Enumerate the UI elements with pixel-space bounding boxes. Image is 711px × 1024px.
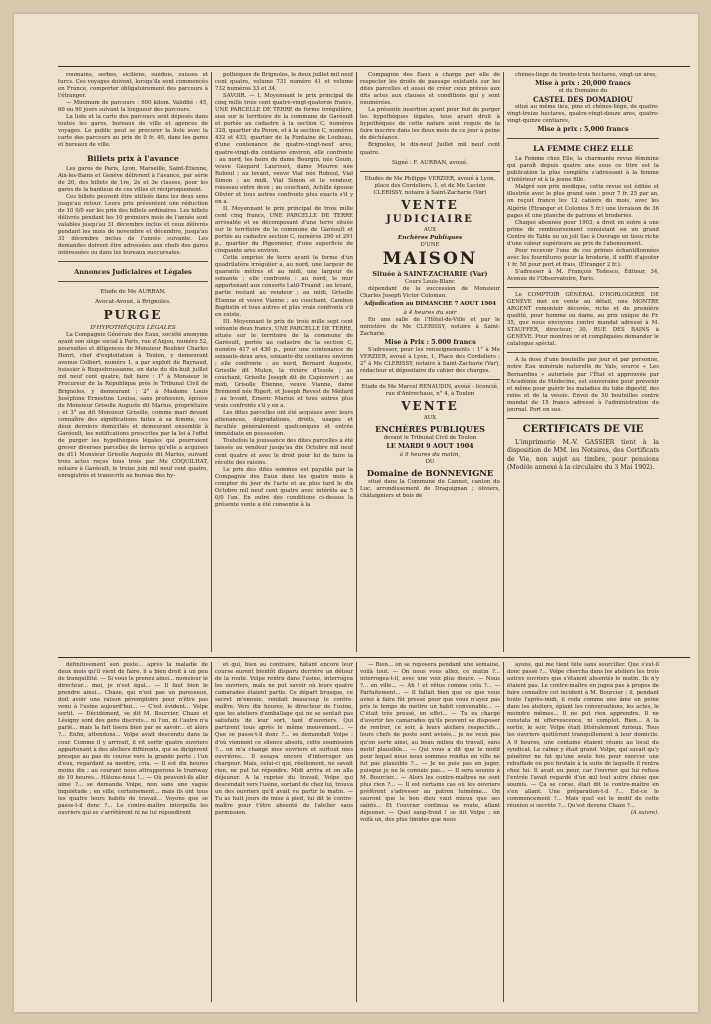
sale-title: VENTE bbox=[401, 197, 459, 212]
paragraph: Le prix des dites sommes est payable par la Compagnie des Eaux dans les quatre mois à compter du jour de l'acte et au plus tard le dix Octobre mil neuf cent quatre avec intérêts au 5 0/0 l'an. En outre des conditions ci-dessus la présente vente a été consentie à la bbox=[215, 466, 353, 508]
column-separator bbox=[503, 72, 504, 652]
paragraph: L'imprimerie M.-V. GASSIER tient à la disposition de MM. les Notaires, des Certificats de Vie, non sujet au timbre, pour pensions (Modèle annexé à la circulaire du 3 Mai 1902). bbox=[507, 438, 659, 471]
property-intro: et du Domaine du bbox=[558, 88, 608, 95]
paragraph: Compagnie des Eaux à charge par elle de respecter les droits de passage existants sur les dites parcelles et aussi de créer ceux prévus aux dits actes aux clauses et conditions qui y sont énumérées. bbox=[360, 72, 500, 107]
top-rule bbox=[58, 66, 690, 67]
office-line: Etude de Me Marcel RENAUDIN, avoué - licencié, rue d'Antrechaus, n° 4, à Toulon bbox=[361, 383, 499, 397]
divider bbox=[58, 281, 208, 284]
sale-time: à 9 heures du matin, bbox=[399, 451, 461, 458]
paragraph: SAVOIR. — I. Moyennant le prix principal de cinq mille trois cent quatre-vingt-quatorze francs, UNE PARCELLE DE TERRE de forme irrégulière, sise sur le territoire de la commune de Garéoult et portée au cadastre à la section C, numéros 328, quartier du Peron, et à la section C, numéros 432 et 433, quartier de la Fontaine de Loubeau, d'une contenance de quatre-vingt-neuf ares, quatre-vingt-dix centiares environ, elle confronte : au nord, les hoirs de dame Bourgin, née Gouin, veuve Gaspard Laurouet, dame Mourre née Roboul ; au levant, veuve Vial née Roboul, Vial Simon ; au midi, Vial Simon et le vendeur, ruisseau entre deux ; au couchant, Achille épouse Olivier et tous autres confronts plus exacts s'il y en a. bbox=[215, 93, 353, 205]
adjudication-time: à 4 heures du soir bbox=[403, 309, 457, 316]
feuilleton-column-2 bbox=[215, 662, 353, 1004]
newspaper-page bbox=[14, 14, 698, 1012]
paragraph: Le COMPTOIR GÉNÉRAL D'HORLOGERIE DE GENÈVE met en vente au détail, une MONTRE ARGENT remontoir décorée, riche et de première qualité, pour homme ou dame, au prix unique de Fr. 35, que nous envoyons contre mandat adressé à M. STAUFFER, directeur, 30, RUE DES BAINS à GENÈVE. Pour montres or et compliquées demander le catalogue spécial. bbox=[507, 292, 659, 348]
sale-word: AUX bbox=[423, 226, 437, 233]
adjudication-date: Adjudication au DIMANCHE 7 AOUT 1904 bbox=[363, 300, 497, 307]
sale-type: Enchères Publiques bbox=[397, 234, 463, 241]
paragraph: S'adresser, pour les renseignements : 1° à Me VERZIER, avoué à Lyon, 1, Place des Cordeliers ; 2° à Me CLERISSY, notaire à Saint-Zacharie (Var), rédacteur et dépositaire du cahier des charges. bbox=[360, 346, 500, 374]
divider bbox=[507, 352, 659, 353]
paragraph: et qui, bien au contraire, hâtant encore leur course eurent bientôt disparu derrière un détour de la route. Volpe rentra dans l'usine, interrogea les ouvriers, mais ne put savoir où leurs quatre camarades étaient partis. Ce départ brusque, ce secret m'ennuie, rendait beaucoup le contre-maître. Vers dix heures, le directeur de l'usine, que les ateliers d'emballage qui ne se sentait pas satisfaits de leur sort, tant d'ouvriers. Qui partirent tous après le même mouvement... — Que se passe-t-il donc ?... se demandait Volpe : d'où viennent ce silence absolu, cette soumission ?... on m'a changé mes ouvriers et surtout mes ouvrières... Il essaya encore d'interroger un chargeur. Mais, celui-ci qui, réellement, ne savait rien, ne put lui répondre. Midi arriva et on alla déjeuner. A la reprise du travail, Volpe qui descendait vers l'usine, sortant de chez lui, trouva un des ouvriers qu'il avait vu partir le matin. — Tu as huit jours de mise à pied, lui dit le contre-maître pour t'être absenté de l'atelier sans permission. bbox=[215, 662, 353, 816]
property-location: Située à SAINT-ZACHARIE (Var) bbox=[372, 269, 488, 278]
column-separator bbox=[211, 662, 212, 1002]
column-4 bbox=[507, 72, 659, 654]
paragraph: II. Moyennant le prix principal de trois mille cent cinq francs, UNE PARCELLE DE TERRE arrosable et se décomposant d'une terre située sur le territoire de la commune de Garéoult et portée au cadastre section C, numéros 290 et 291 p., quartier du Pigeonnier, d'une superficie de cinquante ares environ. bbox=[215, 205, 353, 255]
divider bbox=[360, 379, 500, 380]
property-title: MAISON bbox=[382, 248, 478, 269]
divider bbox=[360, 171, 500, 172]
paragraph: Brignoles, le dix-neuf Juillet mil neuf cent quatre. bbox=[360, 142, 500, 156]
paragraph: Ces billets peuvent être utilisés dans les deux sens jusqu'au retour. Leurs prix présentent une réduction de 10 0/0 sur les prix des billets ordinaires. Les billets délivrés pendant les 10 premiers mois de l'année sont valables jusqu'au 31 décembre inclus et ceux délivrés pendant les mois de novembre et décembre, jusqu'au 31 décembre inclus de l'année suivante. Les demandes doivent être adressées aux chefs des gares intéressées ou dans les bureaux succursales. bbox=[58, 193, 208, 257]
notice-subtitle: D'HYPOTHÈQUES LÉGALES bbox=[90, 325, 176, 332]
paragraph: III. Moyennant le prix de trois mille sept cent soixante deux francs, UNE PARCELLE DE TERRE, située sur le territoire de la commune de Garéoult, portée au cadastre de la section C, numéro 417 et 430 p., pour une contenance de soixante-deux ares, soixante-dix centiares environ ; elle confronte : au nord, Bernard Auguste, Grisolle dit Mulon, la rivière d'Issole ; au couchant, Grisolle Joseph dit de Capienvert ; au midi, Grisolle Étienne, veuve Vianne, dame Brémond née Rigert, et Joseph Revest de Médard ; au levant, Emeric Marius et tous autres plus vrais confronts s'il y en a. bbox=[215, 318, 353, 410]
paragraph: S'adresser à M. François Tedesco, Éditeur, 34, Avenue de l'Observatoire, Paris. bbox=[507, 268, 659, 282]
feuilleton-column-1 bbox=[58, 662, 208, 1004]
sale-word: DU bbox=[425, 458, 435, 465]
paragraph: — Bien... on se reposera pendant une semaine, voilà tout. — On nous vous allez, ce matin ?... interrogea-t-il, avec une voix plus douce. — Nous ?... en ville... — Ah ! et vêtus comme cela ?... — Parfaitement... — Il fallait bien que ce que vous aviez à faire fût pressé pour que vous n'ayez pas pris le temps de mettre un habit convenable... — C'était très pressé, en effet... — Tu es chargé d'avertir tes camarades qu'ils peuvent se disposer de rentrer, ce soir, à leurs ateliers respectifs... leurs chefs de poste sont avisés... je ne veux pas qu'on sorte ainsi, au beau milieu du travail, sans motif plausible... — Qui vous a dit que le motif pour lequel nous nous sommes rendus en ville ne fut pas plausible ?... — Je ne puis pas en juger, puisque je ne le connais pas... — Il sera soumis à M. Bourcier... — Alors les contre-maîtres ne sont plus rien ?... — Il est certains cas où les ouvriers préfèrent s'adresser au patron luimême... On sauront que le bon dieu vaut mieux que ses saints... Et l'ouvrier continua sa route, allant déjeuner. — Quel sang-froid ! se dit Volpe ; en voilà un, des plus timides que nous bbox=[360, 662, 500, 824]
paragraph: situé dans la Commune du Cannet, canton du Luc, arrondissement de Draguignan ; oliviers, châtaigniers et bois de bbox=[360, 478, 500, 500]
paragraph: chênes-liège de trente-trois hectares, vingt-un ares, bbox=[515, 72, 657, 78]
property-street: Cours Louis-Blanc bbox=[405, 278, 455, 285]
signature: Signé : F. AURRAN, avoué. bbox=[392, 159, 468, 166]
paragraph: Toutefois la jouissance des dites parcelles a été laissée au vendeur jusqu'au dix Octobre mil neuf cent quatre et avec le droit pour lui de faire la récolte des raisins. bbox=[215, 438, 353, 466]
paragraph: ayons, qui me tient tête sans sourciller. Que s'est-il donc passé ?... Volpe chercha dans les ateliers les trois autres ouvriers que s'étaient absentés le matin. Ils n'y étaient pas. Le contre-maître en jugea pas à propos de faire connaître cet incident à M. Bourcier ; il, pendant toute l'après-midi, il roda comme une âme en peine dans les ateliers, épiant les conversations, les actes, le moindre mêmes... Il ne put rien apprendre. Il ne constata ni effervescence, ni complot. Rien... A la sortie, le soir, Volpe était littéralement furieux. Tous les ouvriers quittèrent tranquillement à leur domicile. A 9 heures, une centaine étaient réunis au local du syndicat. Le calme y était grand. Volpe, qui savait qu'y pénétrer ne fut qu'une seule fois pour exercer une rebuffade ou peu brutale à la suite de laquelle il rentra chez lui. Il avait eu peur, car l'ouvrier qui lui refusa l'entrée l'avait regardé d'un œil tout autre chose que soumis. — Ça se corse, était dit le contre-maître en s'en allant. Une préparation-t-il ?... Est-ce le commencement ?... Mais quel est le motif de cette réunion si secrète ?... Qu'est devenu Chaze ?... bbox=[507, 662, 659, 809]
section-heading: Billets prix à l'avance bbox=[87, 153, 179, 163]
paragraph: Les dites parcelles ont été acquises avec leurs attenances, dégradations, droits, usages et facultés généralement quelconques et entrée immédiate en possession. bbox=[215, 410, 353, 438]
feuilleton-rule bbox=[58, 657, 690, 658]
divider bbox=[507, 287, 659, 288]
paragraph: Cette emprise de terre ayant la forme d'un quadrilatère irrégulier a, au nord, une largeur de quarante mètres et au midi, une largeur de soixante ; elle confronte : au nord, le mur appartenant aux consorts Latil-Truand ; au levant, partie restant au vendeur ; au midi, Grisolle Étienne et veuve Vianne ; au couchant, Cambon Baptistin et tous autres et plus vrais confronts s'il en existe. bbox=[215, 255, 353, 318]
section-heading: LA FEMME CHEZ ELLE bbox=[533, 144, 633, 154]
sale-word: AUX bbox=[423, 414, 437, 421]
property-title: Domaine de BONNEVIGNE bbox=[366, 467, 494, 478]
column-1 bbox=[58, 72, 208, 654]
feuilleton-column-4 bbox=[507, 662, 659, 1004]
column-3 bbox=[360, 72, 500, 654]
divider bbox=[58, 261, 208, 264]
paragraph: Pour recevoir l'une de ces primes échantillonnées avec les fournitures pour la broderie, il suffit d'ajouter 1 fr. 50 pour port et frais, (Étranger 2 fr.). bbox=[507, 247, 659, 268]
sale-word: D'UNE bbox=[420, 241, 440, 248]
office-line: Etudes de Me Philippe VERZIER, avoué à Lyon, place des Cordeliers, 1, et de Me Lucien CLERISSY, notaire à Saint-Zacharie (Var) bbox=[364, 175, 496, 196]
paragraph: A la dose d'une bouteille par jour et par personne, notre Eau minérale naturelle de Vals, source « Les Bernardins » autorisée par l'État et approuvée par l'Académie de Médecine, est souveraine pour prévenir et même pour guérir les maladies du tube digestif, des reins et de la vessie. Envoi de 50 bouteilles contre mandat de 15 francs adressé à l'administration du journal. Port en sus. bbox=[507, 357, 659, 413]
reserve-price: Mise à prix : 20,000 francs bbox=[535, 79, 631, 88]
reserve-price: Mise à prix : 5,000 francs bbox=[537, 125, 629, 134]
feuilleton-column-3 bbox=[360, 662, 500, 1004]
column-separator bbox=[211, 72, 212, 652]
paragraph: roumains, serbes, siciliens, suédois, suisses et turcs. Ces voyages doivent, lorsqu'ils sont commencés en France, comporter obligatoirement des parcours à l'étranger. bbox=[58, 72, 208, 100]
sale-court: devant le Tribunal Civil de Toulon bbox=[383, 434, 477, 441]
column-separator bbox=[356, 662, 357, 1002]
paragraph: La liste et la carte des parcours sont déposés dans toutes les gares, bureaux de ville et agences de voyages. Le public peut se procurer la liste avec la carte des parcours au prix de 0 fr. 40, dans les gares et bureaux de ville. bbox=[58, 114, 208, 149]
reserve-price: Mise à Prix : 5.000 francs bbox=[384, 337, 476, 346]
divider bbox=[507, 138, 659, 139]
paragraph: pothèques de Brignoles, le deux juillet mil neuf cent quatre, volume 731 numéro 41 et volume 732 numéros 33 et 34. bbox=[215, 72, 353, 93]
paragraph: définitivement son poste... après la maladie de deux mois qu'il vient de faire, il a bien droit à un peu de tranquillité. — Si vous le prenez ainsi... monsieur le directeur... moi, je n'est égal... — Il faut bien le prendre ainsi... Chaze, qui n'est pas un paresseux, doit avoir une raison péremptoire pour n'être pas venu à l'usine aujourd'hui... — C'est évident... Volpe sortit. — Décidément, se dit M. Bourcier, Chaze et Lésigny sont des gens discrets... ni l'un, ni l'autre n'a parlé... mais la fait lisera bien par se savoir... et alors ?... Enfin, attendons... Volpe avait descendu dans la cour. Comme il y arrivait, il vit sortir quatre ouvriers appartenant à des ateliers différents, qui se dirigèrent presque au pas de course vers la grande porte ; l'un d'eux, regardant sa montre, cria. — Il est dix heures moins dix ; au courant nous attrapperons le tramway de 10 heures... Hâtons-nous !... — Où peuvent-ils aller ainsi ?... se demanda Volpe, non sans une vague inquiétude ; en ville, certainement... mais ils ont tous les quatre leurs habits de travail... Voyons que se passe-t-il donc ?... Le contre-maître interpella les ouvriers qui se s'arrêtèrent ni ne lui répondirent bbox=[58, 662, 208, 816]
office-line: Etude de Me AURRAN, bbox=[100, 289, 166, 296]
paragraph: Malgré son prix modique, cette revue est éditée et illustrée avec le plus grand soin : pour 7 fr. 25 par an, on reçoit franco les 12 cahiers du mois, avec les Algérie (Étranger et Colonies 5 fr.) une livraison de 36 pages et une planche de patrons et broderies. bbox=[507, 184, 659, 219]
paragraph: dépendant de la succession de Monsieur Charles Joseph Victor Coloman. bbox=[360, 285, 500, 299]
column-separator bbox=[503, 662, 504, 1002]
section-heading: Annonces Judiciaires et Légales bbox=[74, 268, 192, 277]
paragraph: La Compagnie Générale des Eaux, société anonyme ayant son siège social à Paris, rue d'Anjou, numéro 52, poursuites et diligences de Monsieur Roubier Charles Henri, chef d'exploitation à Toulon, y demeurant avenue Colbert, numéro 1, a par exploit de Raynaud, huissier à Roquebrussanne, en date du dix-huit juillet mil neuf cent quatre, fait faire : 1° à Monsieur le Procureur de la République près le Tribunal Civil de Brignoles, y demeurant ; 2° à Madame Louis Joséphine Ernestine Louisa, sans profession, épouse de Monsieur Grisolle Auguste dit Marius, propriétaire ; et 3° au dit Monsieur Grisolle, comme mari devant connaître des significations faites à sa femme, ces deux derniers domiciliés et demeurant ensemble à Garéoult, les notifications prescrites par la loi à l'effet de purger les hypothèques légales qui pourraient grever diverses parcelles de terres qu'elle a acquises de d11 Monsieur Grisolle Auguste dit Marius, suivant trois actes reçus tous trois par Me COQUILHAT, notaire à Garéoult, le treize juin mil neuf cent quatre, enregistrés et transcrits au bureau des hy- bbox=[58, 332, 208, 480]
notice-title: PURGE bbox=[103, 308, 163, 323]
sale-date: LE MARDI 9 AOUT 1904 bbox=[386, 441, 474, 450]
column-2 bbox=[215, 72, 353, 654]
property-title: CASTEL DES DOMADIOU bbox=[533, 95, 633, 105]
paragraph: — Minimum de parcours : 600 kilom. Validité : 45, 60 ou 90 jours suivant la longueur des parcours. bbox=[58, 100, 208, 114]
paragraph: La présente insertion ayant pour but de purger les hypothèques légales, tous ayant droit à hypothèques de cette nature sont requis de la faire inscrire dans les deux mois de ce jour à peine de déchéance. bbox=[360, 107, 500, 142]
to-be-continued: (A suivre). bbox=[630, 809, 659, 816]
paragraph: Les gares de Paris, Lyon, Marseille, Saint-Étienne, Aix-les-Bains et Genève délivrent à l'avance, par série de 20, des billets de 1re, 2e et 3e classes, pour les gares de la banlieue de ces villes et réciproquement. bbox=[58, 165, 208, 193]
sale-title: VENTE bbox=[401, 398, 459, 413]
office-line: Avocat-Avoué, à Brignoles. bbox=[95, 299, 171, 306]
paragraph: En une salle de l'Hôtel-de-Ville et par le ministère de Me CLERISSY, notaire à Saint-Zacharie. bbox=[360, 316, 500, 337]
divider bbox=[507, 418, 659, 419]
column-separator bbox=[356, 72, 357, 652]
paragraph: situé au même lieu, pins et chênes-liège, de quatre-vingt-treize hectares, quatre-vingt-douze ares, quatre-vingt-quinze centiares, bbox=[507, 104, 659, 125]
paragraph: La Femme chez Elle, la charmante revue féminine qui paraît depuis quatre ans sous ce titre est la publication la plus complète s'adressant à la femme d'intérieur et à la jeune fille. bbox=[507, 156, 659, 184]
sale-type: ENCHÈRES PUBLIQUES bbox=[375, 423, 485, 434]
section-heading: CERTIFICATS DE VIE bbox=[522, 423, 644, 435]
paragraph: Chaque abonnée pour 1903, a droit en outre à une prime de remboursement consistant en un grand Centre de Table ou un joli Sac à Ouvrage en tissu riche d'une valeur supérieure au prix de l'abonnement. bbox=[507, 219, 659, 247]
sale-subtitle: JUDICIAIRE bbox=[386, 213, 474, 225]
